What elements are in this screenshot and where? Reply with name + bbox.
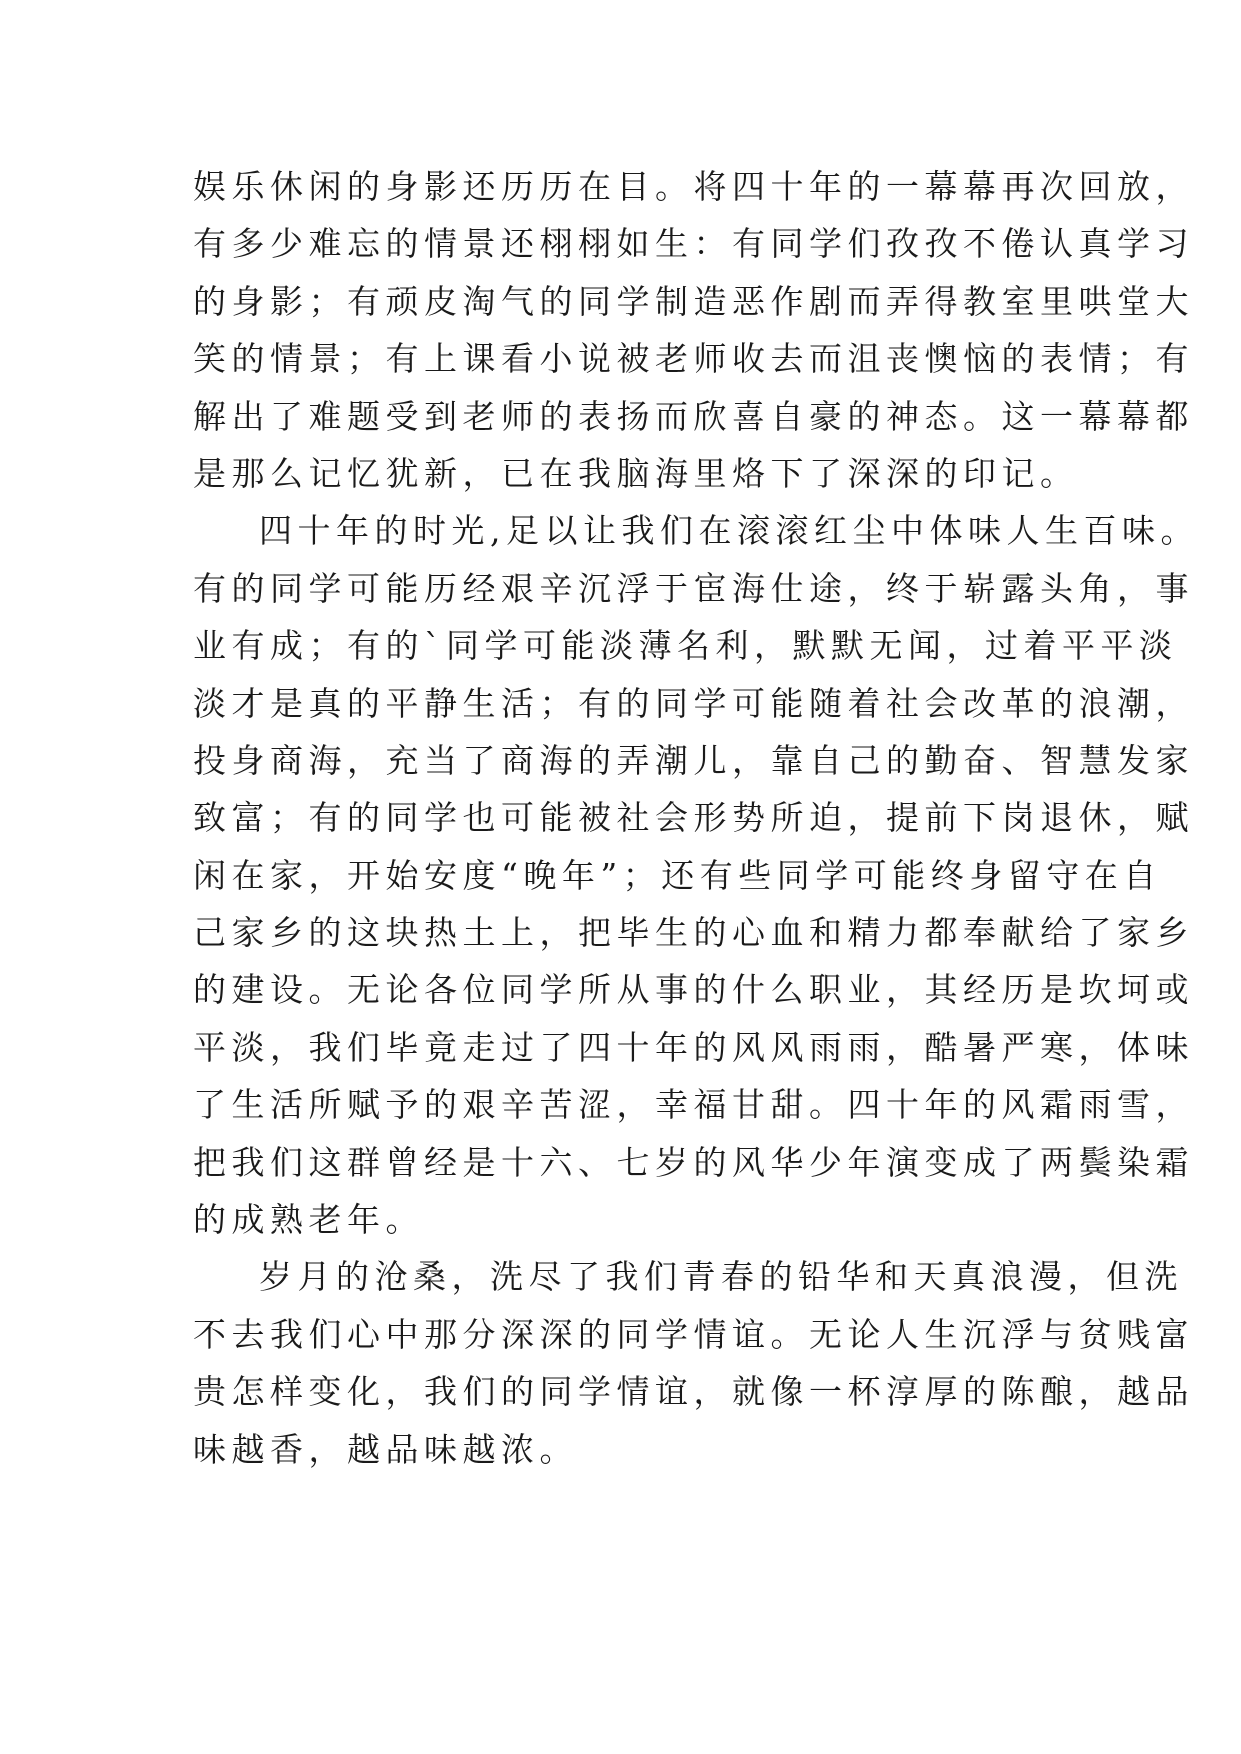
text-line: 味越香，越品味越浓。 (193, 1429, 578, 1469)
text-line: 是那么记忆犹新，已在我脑海里烙下了深深的印记。 (193, 453, 1079, 493)
document-body (193, 158, 1199, 1478)
text-line: 把我们这群曾经是十六、七岁的风华少年演变成了两鬓染霜 (193, 1142, 1194, 1182)
text-line: 致富；有的同学也可能被社会形势所迫，提前下岗退休，赋 (193, 798, 1194, 838)
text-line: 平淡，我们毕竟走过了四十年的风风雨雨，酷暑严寒，体味 (193, 1027, 1194, 1067)
text-line: 闲在家，开始安度“晚年”；还有些同学可能终身留守在自 (193, 855, 1162, 895)
text-line: 四十年的时光,足以让我们在滚滚红尘中体味人生百味。 (259, 511, 1199, 551)
text-line: 岁月的沧桑，洗尽了我们青春的铅华和天真浪漫，但洗 (259, 1257, 1183, 1297)
text-line: 的成熟老年。 (193, 1200, 424, 1240)
text-line: 业有成；有的`同学可能淡薄名利，默默无闻，过着平平淡 (193, 626, 1178, 666)
text-line: 有的同学可能历经艰辛沉浮于宦海仕途，终于崭露头角，事 (193, 568, 1194, 608)
text-line: 淡才是真的平静生活；有的同学可能随着社会改革的浪潮， (193, 683, 1194, 723)
text-line: 笑的情景；有上课看小说被老师收去而沮丧懊恼的表情；有 (193, 339, 1194, 379)
text-line: 的建设。无论各位同学所从事的什么职业，其经历是坎坷或 (193, 970, 1194, 1010)
text-line: 贵怎样变化，我们的同学情谊，就像一杯淳厚的陈酿，越品 (193, 1372, 1194, 1412)
text-line: 了生活所赋予的艰辛苦涩，幸福甘甜。四十年的风霜雨雪， (193, 1085, 1194, 1125)
text-line: 解出了难题受到老师的表扬而欣喜自豪的神态。这一幕幕都 (193, 396, 1194, 436)
text-line: 有多少难忘的情景还栩栩如生：有同学们孜孜不倦认真学习 (193, 224, 1194, 264)
text-line: 己家乡的这块热土上，把毕生的心血和精力都奉献给了家乡 (193, 913, 1194, 953)
paragraph-memories (193, 158, 1194, 502)
text-line: 娱乐休闲的身影还历历在目。将四十年的一幕幕再次回放， (193, 167, 1194, 206)
text-line: 的身影；有顽皮淘气的同学制造恶作剧而弄得教室里哄堂大 (193, 281, 1194, 321)
text-line: 投身商海，充当了商海的弄潮儿，靠自己的勤奋、智慧发家 (193, 740, 1194, 780)
paragraph-forty-years (193, 502, 1199, 1248)
text-line: 不去我们心中那分深深的同学情谊。无论人生沉浮与贫贱富 (193, 1314, 1194, 1354)
paragraph-friendship (193, 1248, 1194, 1478)
